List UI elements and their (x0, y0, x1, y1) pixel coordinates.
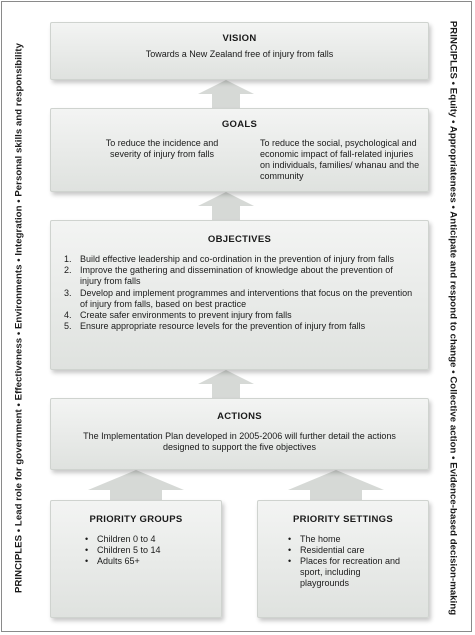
actions-box (50, 398, 429, 470)
priority-settings-title: PRIORITY SETTINGS (293, 514, 393, 525)
objective-item: 3. Develop and implement programmes and interventions that focus on the prevention of injury from falls, based on best practice (64, 287, 413, 309)
objective-item: 4. Create safer environments to prevent injury from falls (64, 310, 292, 321)
objectives-title: OBJECTIVES (207, 234, 272, 245)
priority-setting-item: • Places for recreation and sport, including playgrounds (288, 556, 408, 589)
priority-setting-item: • Residential care (288, 545, 408, 556)
arrow-actions-to-objectives (196, 370, 256, 398)
arrow-goals-to-vision (196, 80, 256, 108)
priority-groups-box (50, 500, 222, 618)
priority-settings-list (288, 534, 408, 589)
priority-setting-item: • The home (288, 534, 408, 545)
objective-item: 5. Ensure appropriate resource levels for the prevention of injury from falls (64, 321, 366, 332)
priority-group-item: • Children 5 to 14 (85, 545, 215, 556)
priority-groups-list (85, 534, 215, 567)
principles-left-strip (6, 0, 32, 635)
priority-settings-box (257, 500, 429, 618)
goals-title: GOALS (221, 119, 258, 130)
priority-groups-title: PRIORITY GROUPS (89, 514, 183, 525)
actions-title: ACTIONS (217, 411, 262, 422)
objective-item: 2. Improve the gathering and dissemination of knowledge about the prevention of injury from falls (64, 265, 393, 287)
principles-left-text: PRINCIPLES • Lead role for government • Effectiveness • Environments • Integration • Personal skills and responsibility (13, 42, 25, 593)
objectives-list (64, 254, 414, 332)
goal-incidence-text: To reduce the incidence and severity of injury from falls (105, 138, 219, 159)
vision-text: Towards a New Zealand free of injury from falls (145, 49, 334, 59)
vision-title: VISION (222, 33, 257, 44)
arrow-objectives-to-goals (196, 192, 256, 220)
principles-right-strip (440, 0, 466, 635)
goal-impact-text: To reduce the social, psychological and economic impact of fall-related injuries on individuals, families/ whanau and the community (260, 138, 420, 181)
priority-group-item: • Children 0 to 4 (85, 534, 215, 545)
actions-text: The Implementation Plan developed in 2005-2006 will further detail the actions designed to support the five objectives (83, 431, 396, 452)
objectives-box (50, 220, 429, 370)
vision-box (50, 22, 429, 80)
principles-right-text: PRINCIPLES • Equity • Appropriateness • Anticipate and respond to change • Collective action • Evidence-based decision-making (447, 20, 459, 615)
priority-group-item: • Adults 65+ (85, 556, 215, 567)
objective-item: 1. Build effective leadership and co-ordination in the prevention of injury from falls (64, 254, 395, 264)
goals-box (50, 108, 429, 192)
